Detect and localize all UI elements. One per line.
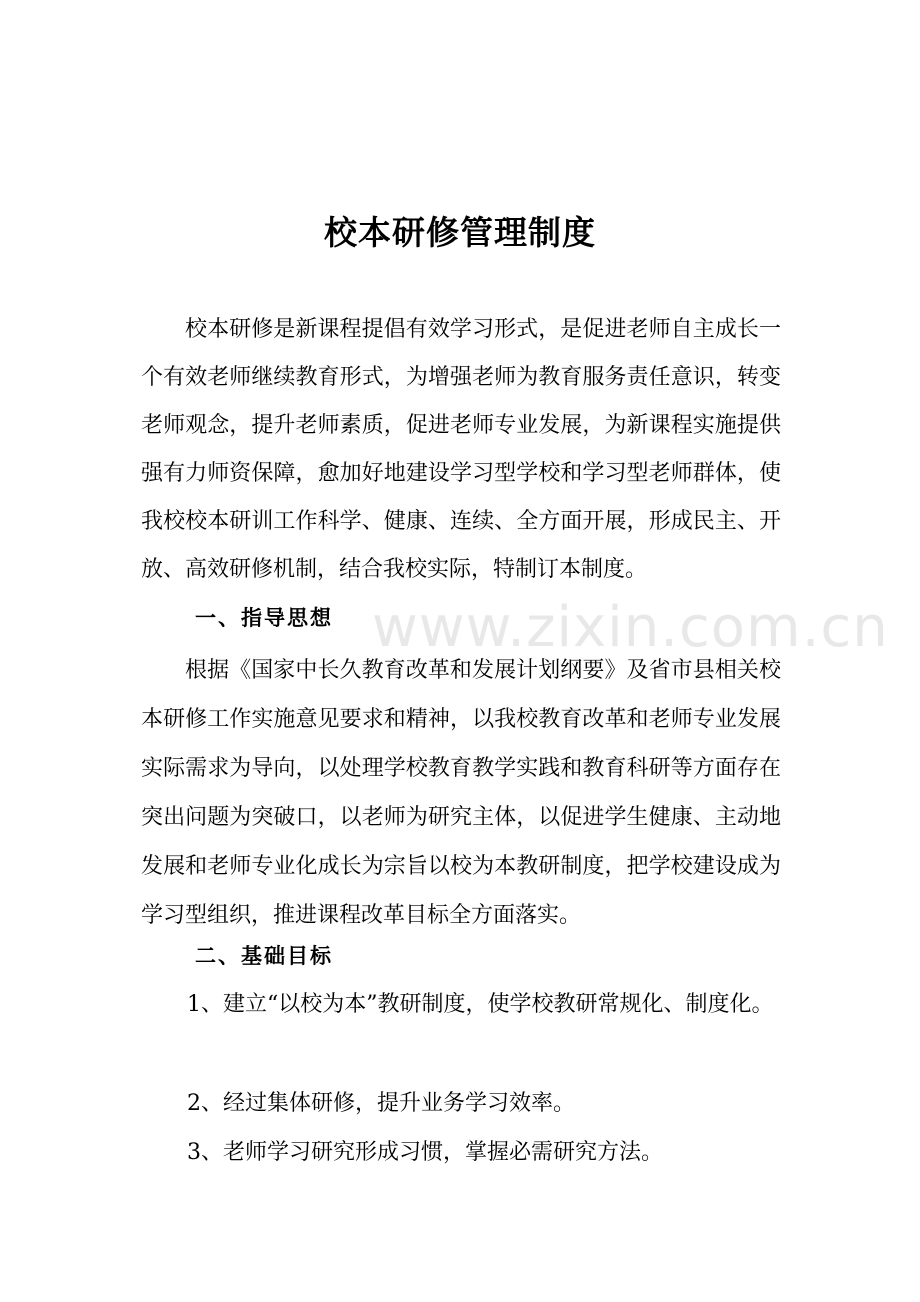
goal-item-2-text: 2、经过集体研修，提升业务学习效率。: [187, 1091, 575, 1116]
goal-item-3: [187, 1129, 787, 1177]
goal-item-1: [141, 981, 781, 1029]
intro-text: 校本研修是新课程提倡有效学习形式，是促进老师自主成长一个有效老师继续教育形式，为增强老师为教育服务责任意识，转变老师观念，提升老师素质，促进老师专业发展，为新课程实施提供强有力师资保障，愈加好地建设学习型学校和学习型老师群体，使我校校本研训工作科学、健康、连续、全方面开展，形成民主、开放、高效研修机制，结合我校实际，特制订本制度。: [141, 317, 781, 582]
goal-item-1-text: 1、建立“以校为本”教研制度，使学校教研常规化、制度化。: [187, 992, 774, 1017]
intro-paragraph: [141, 306, 781, 594]
document-title: 校本研修管理制度: [324, 213, 596, 252]
guiding-ideology-text: 根据《国家中长久教育改革和发展计划纲要》及省市县相关校本研修工作实施意见要求和精神，以我校教育改革和老师专业发展实际需求为导向，以处理学校教育教学实践和教育科研等方面存在突出问题为突破口，以老师为研究主体，以促进学生健康、主动地发展和老师专业化成长为宗旨以校为本教研制度，把学校建设成为学习型组织，推进课程改革目标全方面落实。: [141, 658, 781, 928]
section-heading-guiding-ideology: 一、指导思想: [195, 606, 333, 630]
watermark: www.zixin.com.cn: [372, 595, 889, 660]
section-heading-basic-goals: 二、基础目标: [195, 944, 333, 968]
goal-item-2: [187, 1080, 787, 1128]
guiding-ideology-paragraph: [141, 646, 781, 940]
goal-item-3-text: 3、老师学习研究形成习惯，掌握必需研究方法。: [187, 1140, 663, 1165]
